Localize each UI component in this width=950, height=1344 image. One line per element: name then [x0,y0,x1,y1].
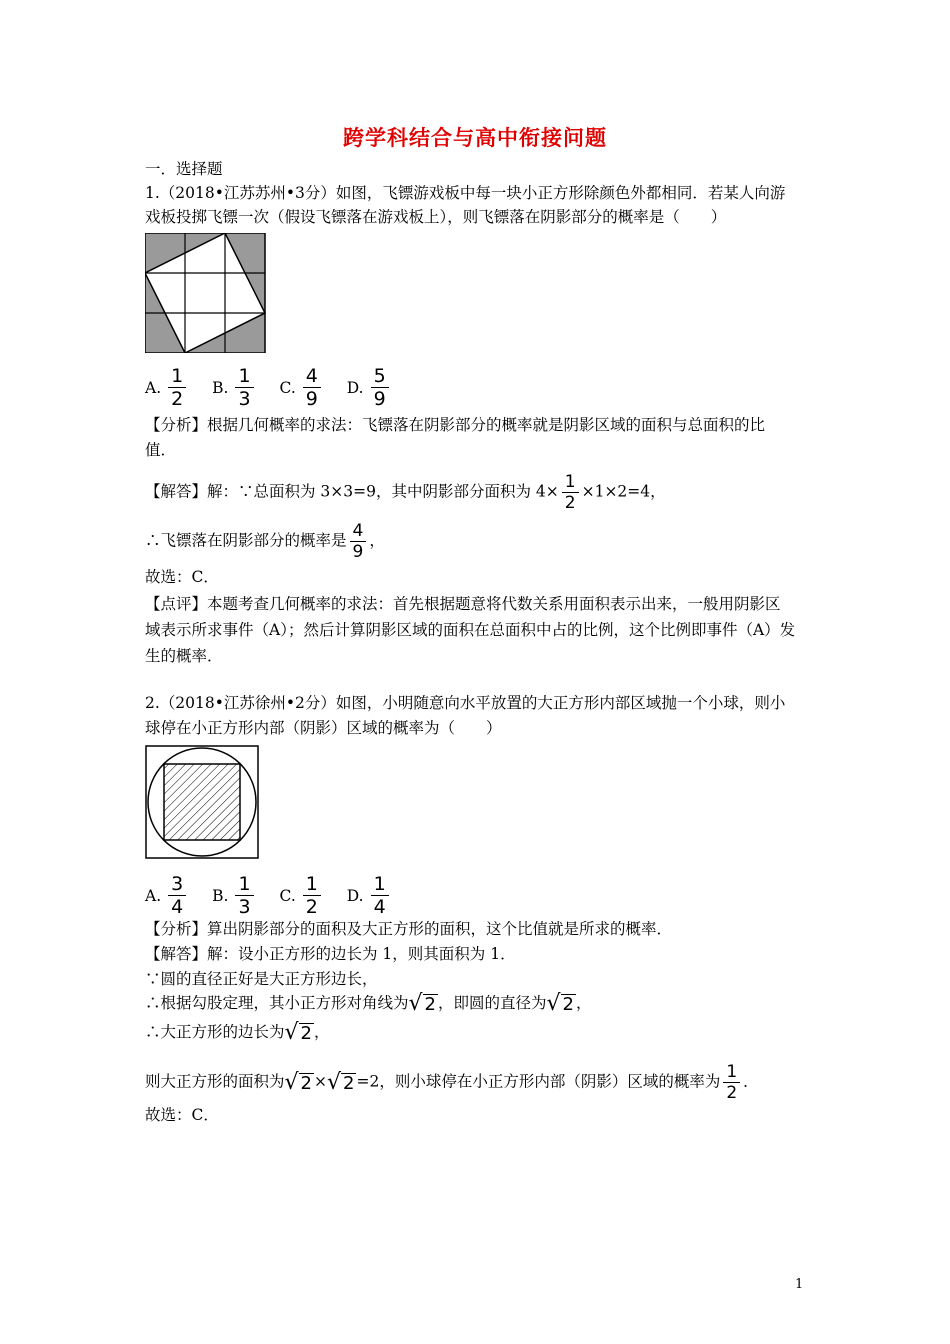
q2-option-c[interactable]: C. $\frac{1}{2}$ [280,874,324,917]
q2-stem-line2: 球停在小正方形内部（阴影）区域的概率为（ ） [145,719,502,737]
q1-analysis-line2: 值． [145,441,177,459]
q1-option-b[interactable]: B. $\frac{1}{3}$ [212,366,256,409]
q1-option-d[interactable]: D. $\frac{5}{9}$ [347,366,392,409]
q1-option-c[interactable]: C. $\frac{4}{9}$ [280,366,324,409]
section-heading: 一．选择题 [145,160,223,178]
q1-analysis-line1: 【分析】根据几何概率的求法：飞镖落在阴影部分的概率就是阴影区域的面积与总面积的比 [145,416,766,434]
q1-stem-line1: 1.（2018•江苏苏州•3分）如图，飞镖游戏板中每一块小正方形除颜色外都相同．若某人向游 [145,184,786,202]
q2-area: 则大正方形的面积为 √ 2 × √ 2 =2，则小球停在小正方形内部（阴影）区域的概率为 $\frac{1}{2}$ ． [145,1062,759,1103]
q1-solution: 【解答】解：∵总面积为 3×3=9，其中阴影部分面积为 4× $\frac{1}{2}$ ×1×2=4， [145,472,666,513]
q1-comment-line3: 生的概率． [145,647,223,665]
q2-analysis: 【分析】算出阴影部分的面积及大正方形的面积，这个比值就是所求的概率． [145,920,673,938]
dartboard-figure [145,233,267,353]
q1-stem-line2: 戏板投掷飞镖一次（假设飞镖落在游戏板上），则飞镖落在阴影部分的概率是（ ） [145,208,727,226]
circle-square-figure [145,745,259,859]
q1-options [145,366,410,409]
page-title: 跨学科结合与高中衔接问题 [343,126,607,150]
q2-answer: 故选：C． [145,1106,219,1124]
q2-side-length: ∴大正方形的边长为 √ 2 ， [145,1020,330,1045]
q2-solution: 【解答】解：设小正方形的边长为 1，则其面积为 1． [145,945,516,963]
page-number: 1 [795,1277,804,1292]
q2-pythagoras: ∴根据勾股定理，其小正方形对角线为 √ 2 ，即圆的直径为 √ 2 ， [145,991,592,1016]
q1-comment-line2: 域表示所求事件（A）；然后计算阴影区域的面积在总面积中占的比例，这个比例即事件（A）发 [145,621,796,639]
q2-option-b[interactable]: B. $\frac{1}{3}$ [212,874,256,917]
q2-options [145,874,410,917]
q1-option-a[interactable]: A. $\frac{1}{2}$ [145,366,189,409]
q1-comment-line1: 【点评】本题考查几何概率的求法：首先根据题意将代数关系用面积表示出来，一般用阴影区 [145,595,781,613]
q2-stem-line1: 2.（2018•江苏徐州•2分）如图，小明随意向水平放置的大正方形内部区域抛一个小球，则小 [145,694,786,712]
q1-answer: 故选：C． [145,568,219,586]
q2-option-d[interactable]: D. $\frac{1}{4}$ [347,874,392,917]
q2-option-a[interactable]: A. $\frac{3}{4}$ [145,874,189,917]
q1-therefore: ∴飞镖落在阴影部分的概率是 $\frac{4}{9}$ ， [145,521,385,562]
q2-because: ∵圆的直径正好是大正方形边长， [145,970,378,988]
